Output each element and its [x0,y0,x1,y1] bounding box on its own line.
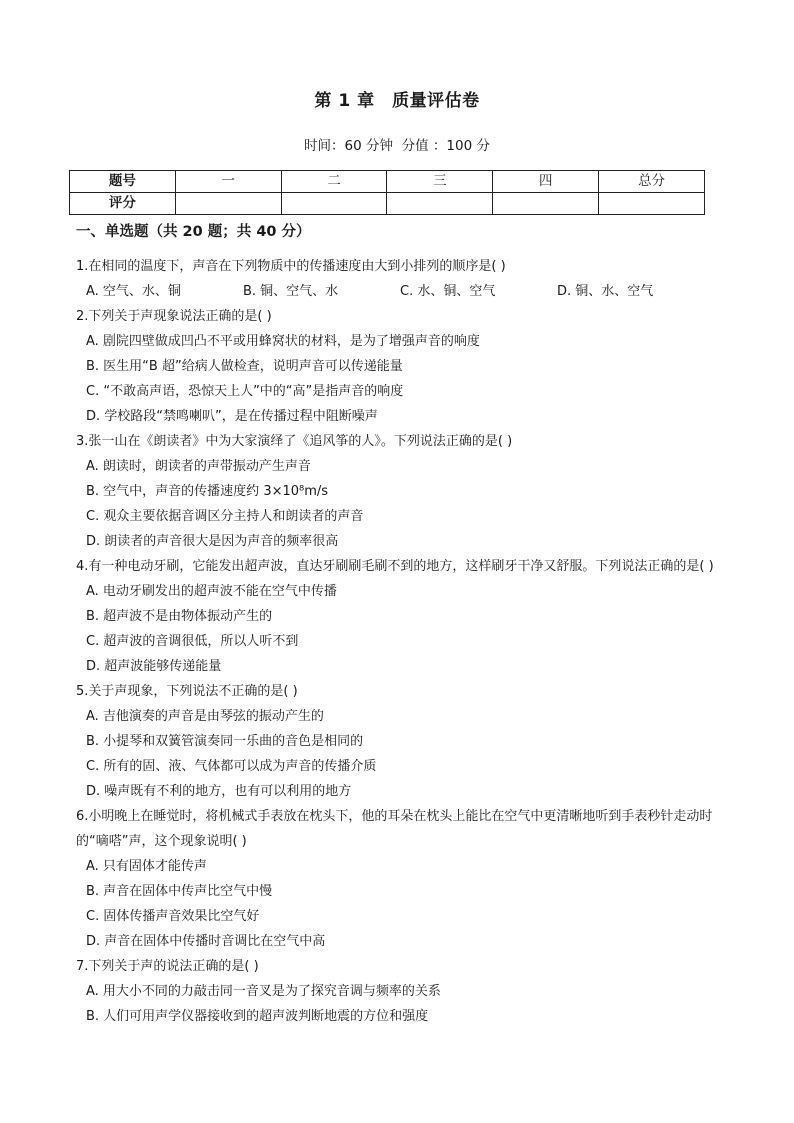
option-a[interactable]: A. 吉他演奏的声音是由琴弦的振动产生的 [86,709,324,724]
option-d[interactable]: D. 铜、水、空气 [557,284,654,299]
question [76,254,721,304]
option-c[interactable]: C. 超声波的音调很低，所以人听不到 [86,634,299,649]
score-cell[interactable] [281,193,387,215]
score-cell[interactable] [493,193,599,215]
option-a[interactable]: A. 只有固体才能传声 [86,859,207,874]
option-b[interactable]: B. 铜、空气、水 [243,284,339,299]
option-c[interactable]: C. 所有的固、液、气体都可以成为声音的传播介质 [86,759,377,774]
table-header-cell: 题号 [70,171,176,193]
option-c[interactable]: C. “不敢高声语，恐惊天上人”中的“高”是指声音的响度 [86,384,404,399]
score-table-header-row [70,171,705,193]
option-d[interactable]: D. 声音在固体中传播时音调比在空气中高 [86,934,326,949]
question [76,804,721,954]
question-stem: 3.张一山在《朗读者》中为大家演绎了《追风筝的人》。下列说法正确的是( ) [76,434,513,449]
score-cell[interactable] [599,193,705,215]
option-d[interactable]: D. 学校路段“禁鸣喇叭”，是在传播过程中阻断噪声 [86,409,378,424]
question [76,304,721,429]
table-header-cell: 一 [175,171,281,193]
option-b[interactable]: B. 小提琴和双簧管演奏同一乐曲的音色是相同的 [86,734,364,749]
question-stem: 2.下列关于声现象说法正确的是( ) [76,309,272,324]
question-stem: 5.关于声现象，下列说法不正确的是( ) [76,684,298,699]
question [76,554,721,679]
option-row [76,279,721,304]
question-stem: 7.下列关于声的说法正确的是( ) [76,959,259,974]
page-title: 第 1 章 质量评估卷 [314,91,480,111]
score-cell[interactable] [175,193,281,215]
option-a[interactable]: A. 朗读时，朗读者的声带振动产生声音 [86,459,311,474]
option-b[interactable]: B. 人们可用声学仪器接收到的超声波判断地震的方位和强度 [86,1009,429,1024]
option-b[interactable]: B. 医生用“B 超”给病人做检查，说明声音可以传递能量 [86,359,403,374]
table-header-cell: 总分 [599,171,705,193]
score-table [69,170,705,215]
section-heading: 一、单选题（共 20 题；共 40 分） [76,224,311,240]
table-header-cell: 二 [281,171,387,193]
question-stem: 1.在相同的温度下，声音在下列物质中的传播速度由大到小排列的顺序是( ) [76,259,506,274]
option-c[interactable]: C. 观众主要依据音调区分主持人和朗读者的声音 [86,509,364,524]
question [76,429,721,554]
option-a[interactable]: A. 电动牙刷发出的超声波不能在空气中传播 [86,584,337,599]
question [76,954,721,1029]
option-c[interactable]: C. 固体传播声音效果比空气好 [86,909,260,924]
question-stem: 4.有一种电动牙刷，它能发出超声波，直达牙刷刷毛刷不到的地方，这样刷牙干净又舒服。下列说法正确的是( ) [76,559,714,574]
option-b[interactable]: B. 超声波不是由物体振动产生的 [86,609,273,624]
option-c[interactable]: C. 水、铜、空气 [400,284,496,299]
question-stem: 6.小明晚上在睡觉时，将机械式手表放在枕头下，他的耳朵在枕头上能比在空气中更清晰地听到手表秒针走动时的“嘀嗒”声，这个现象说明( ) [76,809,713,849]
option-a[interactable]: A. 空气、水、铜 [86,284,181,299]
question [76,679,721,804]
option-d[interactable]: D. 朗读者的声音很大是因为声音的频率很高 [86,534,339,549]
table-row-label: 评分 [70,193,176,215]
option-d[interactable]: D. 超声波能够传递能量 [86,659,222,674]
option-b[interactable]: B. 空气中，声音的传播速度约 3×10⁸m/s [86,484,329,499]
score-cell[interactable] [387,193,493,215]
option-a[interactable]: A. 用大小不同的力敲击同一音叉是为了探究音调与频率的关系 [86,984,441,999]
option-d[interactable]: D. 噪声既有不利的地方，也有可以利用的地方 [86,784,352,799]
score-table-score-row [70,193,705,215]
table-header-cell: 四 [493,171,599,193]
exam-info: 时间：60 分钟 分值 ：100 分 [304,138,490,154]
table-header-cell: 三 [387,171,493,193]
option-b[interactable]: B. 声音在固体中传声比空气中慢 [86,884,273,899]
option-a[interactable]: A. 剧院四壁做成凹凸不平或用蜂窝状的材料，是为了增强声音的响度 [86,334,480,349]
question-list [76,254,721,1029]
